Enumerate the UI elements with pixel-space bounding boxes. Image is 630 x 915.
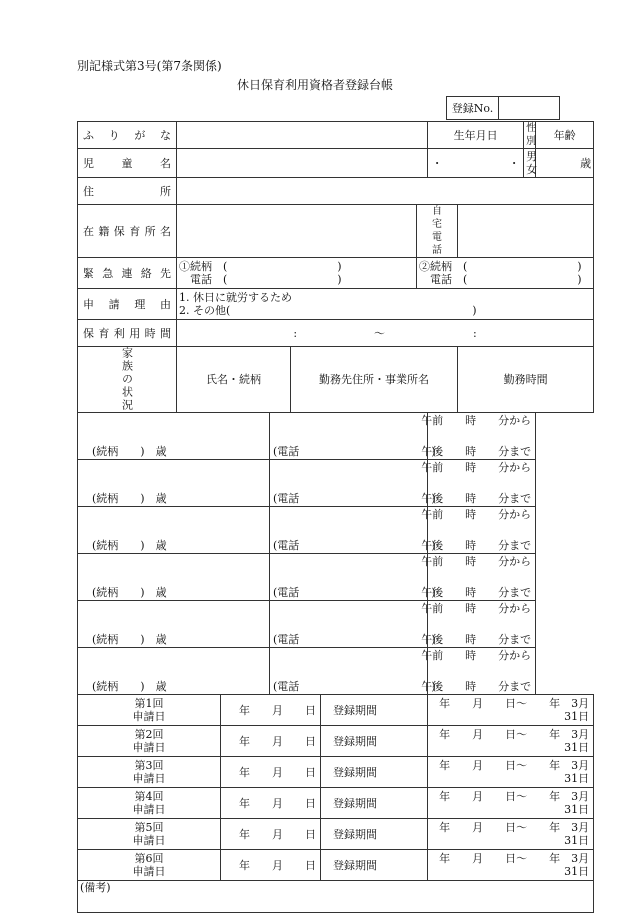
- age-field[interactable]: 歳: [536, 149, 594, 178]
- registration-period-label: 登録期間: [321, 757, 428, 788]
- application-date-field[interactable]: 年 月 日: [221, 819, 321, 850]
- gender-label: 性別: [524, 122, 536, 149]
- registration-period-field[interactable]: 年 月 日〜 年 3月31日: [428, 788, 594, 819]
- address-field[interactable]: [177, 178, 594, 205]
- application-round-label: 第4回 申請日: [78, 788, 221, 819]
- family-relation: (続柄 ) 歳: [92, 445, 167, 458]
- gender-field[interactable]: [524, 149, 536, 178]
- registration-period-field[interactable]: 年 月 日〜 年 3月31日: [428, 757, 594, 788]
- emergency-relation-1: ①続柄 ( ): [179, 260, 342, 273]
- work-hours-from: 午前 時 分から: [421, 602, 532, 615]
- family-member-name[interactable]: [78, 460, 270, 507]
- emergency-relation-2: ②続柄 ( ): [419, 260, 582, 273]
- family-phone: (電話 ): [273, 680, 436, 693]
- work-hours-from: 午前 時 分から: [421, 508, 532, 521]
- family-col-work: 勤務先住所・事業所名: [291, 347, 458, 413]
- family-col-hours: 勤務時間: [458, 347, 594, 413]
- family-phone: (電話 ): [273, 445, 436, 458]
- work-hours-to: 午後 時 分まで: [421, 539, 532, 552]
- work-hours-to: 午後 時 分まで: [421, 586, 532, 599]
- emergency-phone-1: 電話 ( ): [179, 273, 342, 286]
- work-hours-from: 午前 時 分から: [421, 414, 532, 427]
- furigana-label: ふ り が な: [78, 122, 177, 149]
- work-hours-to: 午後 時 分まで: [421, 445, 532, 458]
- work-hours-from: 午前 時 分から: [421, 461, 532, 474]
- registry-form: [77, 121, 594, 913]
- home-phone-label-2: 電 話: [432, 232, 463, 256]
- family-phone: (電話 ): [273, 633, 436, 646]
- age-label: 年齢: [536, 122, 594, 149]
- application-round-label: 第2回 申請日: [78, 726, 221, 757]
- family-relation: (続柄 ) 歳: [92, 539, 167, 552]
- registration-period-label: 登録期間: [321, 695, 428, 726]
- application-date-field[interactable]: 年 月 日: [221, 695, 321, 726]
- registration-no-box: [446, 96, 560, 120]
- family-member-name[interactable]: [78, 648, 270, 695]
- application-row: [78, 726, 594, 757]
- reason-option-2: 2. その他( ): [179, 304, 477, 317]
- application-row: [78, 695, 594, 726]
- family-workplace[interactable]: [270, 460, 436, 507]
- registration-no-field[interactable]: [499, 97, 560, 120]
- child-name-label: 児 童 名: [78, 149, 177, 178]
- birthdate-label: 生年月日: [428, 122, 524, 149]
- remarks-field[interactable]: [78, 881, 594, 913]
- family-work-hours[interactable]: [421, 648, 536, 695]
- work-hours-to: 午後 時 分まで: [421, 633, 532, 646]
- registration-period-label: 登録期間: [321, 788, 428, 819]
- usage-time-label: 保育利用時間: [78, 320, 177, 347]
- family-workplace[interactable]: [270, 601, 436, 648]
- reason-label: 申請理由: [78, 289, 177, 320]
- registration-period-label: 登録期間: [321, 726, 428, 757]
- registration-no-label: 登録No.: [447, 97, 499, 120]
- form-number: 別記様式第3号(第7条関係): [77, 59, 222, 73]
- family-workplace[interactable]: [270, 507, 436, 554]
- family-phone: (電話 ): [273, 586, 436, 599]
- application-date-field[interactable]: 年 月 日: [221, 757, 321, 788]
- emergency-contact-2[interactable]: [417, 258, 594, 289]
- family-work-hours[interactable]: [421, 601, 536, 648]
- emergency-label: 緊急連絡先: [78, 258, 177, 289]
- registration-period-label: 登録期間: [321, 850, 428, 881]
- furigana-field[interactable]: [177, 122, 428, 149]
- registration-period-label: 登録期間: [321, 819, 428, 850]
- application-row: [78, 788, 594, 819]
- home-phone-field[interactable]: [458, 205, 594, 258]
- reason-field[interactable]: [177, 289, 594, 320]
- nursery-field[interactable]: [177, 205, 417, 258]
- family-member-name[interactable]: [78, 507, 270, 554]
- address-label: 住 所: [78, 178, 177, 205]
- registration-period-field[interactable]: 年 月 日〜 年 3月31日: [428, 695, 594, 726]
- family-work-hours[interactable]: [421, 413, 536, 460]
- nursery-label: 在籍保育所名: [78, 205, 177, 258]
- remarks-label: (備考): [80, 881, 111, 894]
- family-work-hours[interactable]: [421, 554, 536, 601]
- work-hours-from: 午前 時 分から: [421, 649, 532, 662]
- family-member-name[interactable]: [78, 554, 270, 601]
- application-date-field[interactable]: 年 月 日: [221, 726, 321, 757]
- family-section-label: 家族の状況: [78, 347, 177, 413]
- family-phone: (電話 ): [273, 492, 436, 505]
- birthdate-field[interactable]: ・ ・: [428, 149, 524, 178]
- registration-period-field[interactable]: 年 月 日〜 年 3月31日: [428, 850, 594, 881]
- child-name-field[interactable]: [177, 149, 428, 178]
- family-member-name[interactable]: [78, 413, 270, 460]
- usage-time-field[interactable]: : 〜 :: [177, 320, 594, 347]
- family-relation: (続柄 ) 歳: [92, 492, 167, 505]
- family-workplace[interactable]: [270, 554, 436, 601]
- registration-period-field[interactable]: 年 月 日〜 年 3月31日: [428, 819, 594, 850]
- family-phone: (電話 ): [273, 539, 436, 552]
- family-work-hours[interactable]: [421, 507, 536, 554]
- family-relation: (続柄 ) 歳: [92, 680, 167, 693]
- family-work-hours[interactable]: [421, 460, 536, 507]
- work-hours-to: 午後 時 分まで: [421, 680, 532, 693]
- family-member-name[interactable]: [78, 601, 270, 648]
- family-relation: (続柄 ) 歳: [92, 586, 167, 599]
- application-date-field[interactable]: 年 月 日: [221, 788, 321, 819]
- application-round-label: 第6回 申請日: [78, 850, 221, 881]
- application-row: [78, 819, 594, 850]
- application-round-label: 第5回 申請日: [78, 819, 221, 850]
- home-phone-label-1: 自 宅: [432, 206, 463, 230]
- page-title: 休日保育利用資格者登録台帳: [236, 78, 393, 92]
- male-option: 男: [526, 150, 538, 163]
- emergency-contact-1[interactable]: [177, 258, 417, 289]
- family-col-name: 氏名・続柄: [177, 347, 291, 413]
- family-workplace[interactable]: [270, 413, 436, 460]
- application-row: [78, 757, 594, 788]
- family-relation: (続柄 ) 歳: [92, 633, 167, 646]
- emergency-phone-2: 電話 ( ): [419, 273, 582, 286]
- application-round-label: 第3回 申請日: [78, 757, 221, 788]
- work-hours-from: 午前 時 分から: [421, 555, 532, 568]
- application-round-label: 第1回 申請日: [78, 695, 221, 726]
- female-option: 女: [526, 163, 538, 176]
- application-date-field[interactable]: 年 月 日: [221, 850, 321, 881]
- application-row: [78, 850, 594, 881]
- work-hours-to: 午後 時 分まで: [421, 492, 532, 505]
- reason-option-1: 1. 休日に就労するため: [179, 291, 292, 304]
- registration-period-field[interactable]: 年 月 日〜 年 3月31日: [428, 726, 594, 757]
- family-workplace[interactable]: [270, 648, 436, 695]
